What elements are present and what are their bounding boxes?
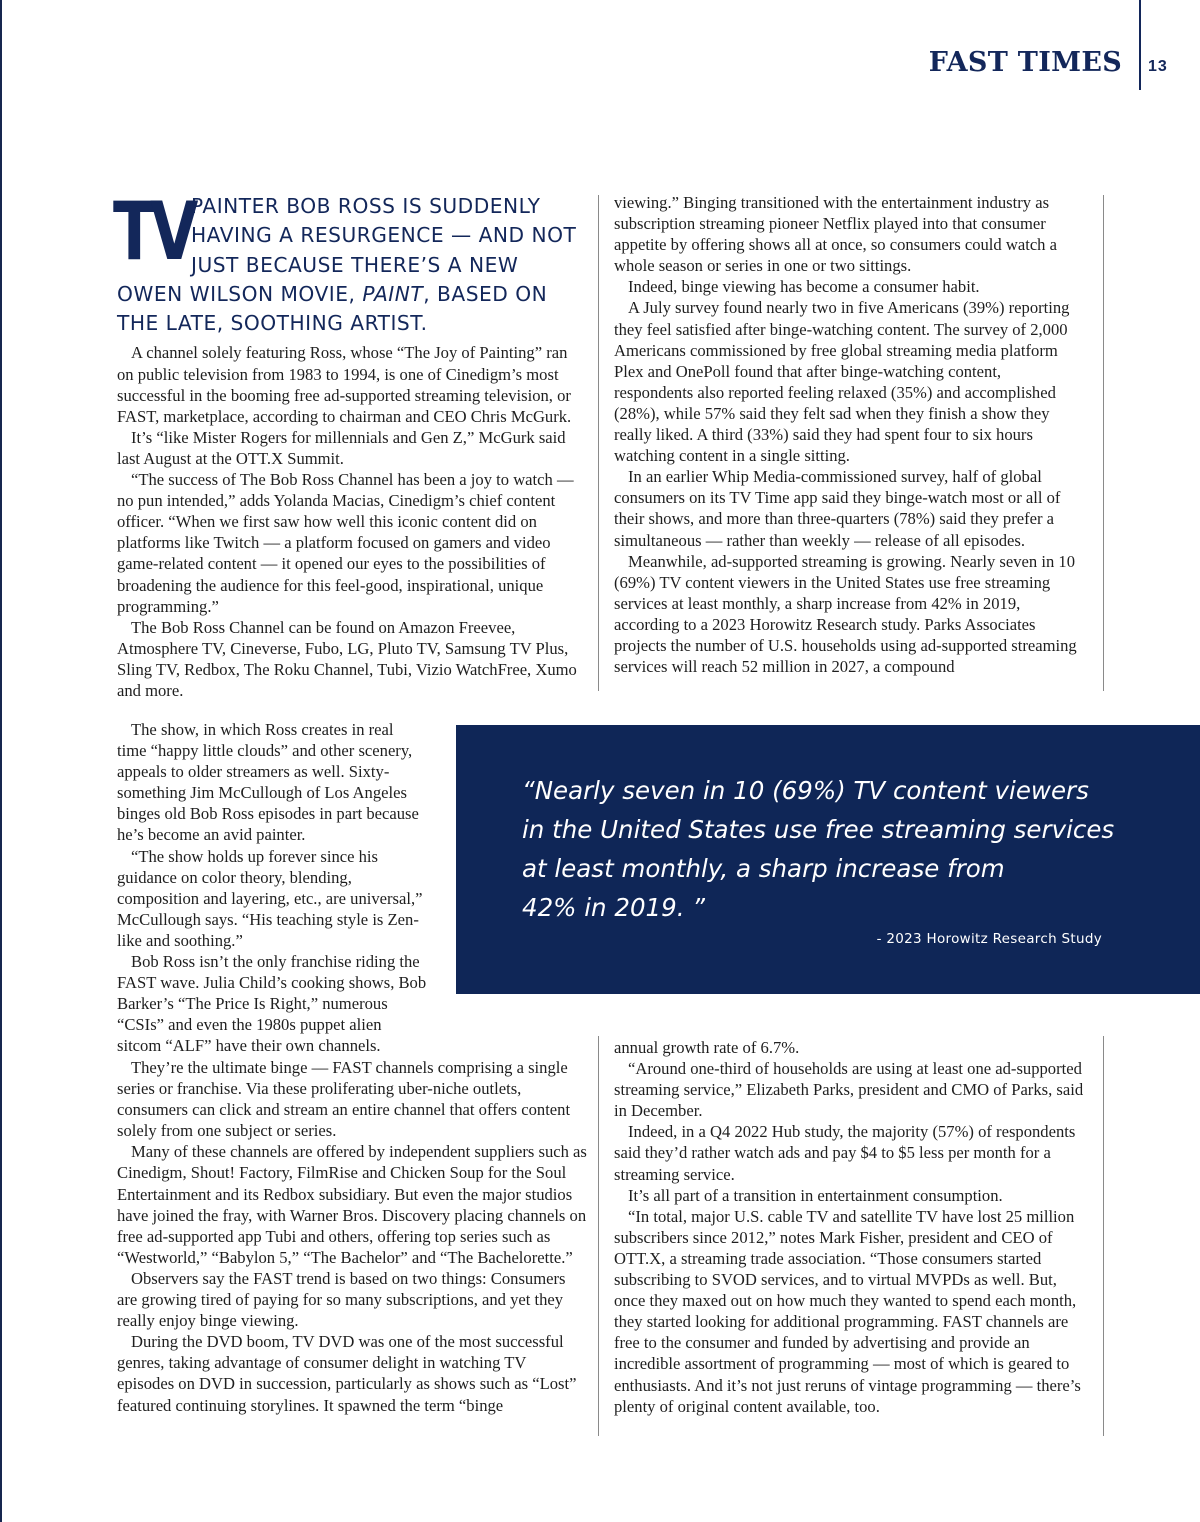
lede-text-start: PAINTER BOB ROSS IS SUDDENLY HAVING A RESURGENCE — AND NOT JUST BECAUSE THERE’S A NEW OWEN WILSON MOVIE, xyxy=(117,194,577,306)
paragraph: “The show holds up forever since his guidance on color theory, blending, composition and layering, etc., are universal,” McCullough says. “His teaching style is Zen-like and soothing.” xyxy=(117,846,423,950)
column-rule-top-right xyxy=(1103,195,1104,691)
paragraph: A channel solely featuring Ross, whose “The Joy of Painting” ran on public television from 1983 to 1994, is one of Cinedigm’s most successful in the booming free ad-supported streaming television, or FAST, marketplace, according to chairman and CEO Chris McGurk. xyxy=(117,343,572,426)
paragraph: Indeed, binge viewing has become a consumer habit. xyxy=(628,277,980,297)
paragraph: Observers say the FAST trend is based on two things: Consumers are growing tired of paying for so many subscriptions, and yet they really enjoy binge viewing. xyxy=(117,1268,566,1331)
paragraph: It’s all part of a transition in entertainment consumption. xyxy=(628,1185,1003,1205)
paragraph: “In total, major U.S. cable TV and satellite TV have lost 25 million subscribers since 2012,” notes Mark Fisher, president and CEO of OTT.X, a streaming trade association. “Those consumers started subscribing to SVOD services, and to virtual MVPDs as well. But, once they maxed out on how much they wanted to spend each month, they started looking for additional programming. FAST channels are free to the consumer and funded by advertising and provide an incredible assortment of programming — most of which is geared to enthusiasts. And it’s not just reruns of vintage programming — there’s plenty of original content available, too. xyxy=(614,1206,1081,1416)
paragraph: In an earlier Whip Media-commissioned survey, half of global consumers on its TV Time app said they binge-watch most or all of their shows, and more than three-quarters (78%) said they prefer a simultaneous — rather than weekly — release of all episodes. xyxy=(614,467,1061,550)
page-edge xyxy=(0,0,2,1522)
paragraph: Bob Ross isn’t the only franchise riding the FAST wave. Julia Child’s cooking shows, Bob Barker’s “The Price Is Right,” numerous “CSIs” and even the 1980s puppet alien sitcom “ALF” have their own channels. xyxy=(117,952,427,1056)
column-rule-bottom-left xyxy=(598,1036,599,1436)
paragraph: A July survey found nearly two in five Americans (39%) reporting they feel satisfied after binge-watching content. The survey of 2,000 Americans commissioned by free global streaming media platform Plex and OnePoll found that after binge-watching content, respondents also reported feeling relaxed (35%) and accomplished (28%), while 57% said they felt sad when they finish a show they really liked. A third (33%) said they had spent four to six hours watching content in a single sitting. xyxy=(614,298,1070,466)
drop-cap: TV xyxy=(113,185,193,278)
paragraph: They’re the ultimate binge — FAST channels comprising a single series or franchise. Via these proliferating uber-niche outlets, consumers can click and stream an entire channel that offers content solely from one subject or series. xyxy=(117,1058,571,1141)
paragraph: Many of these channels are offered by independent suppliers such as Cinedigm, Shout! Factory, FilmRise and Chicken Soup for the Soul Entertainment and its Redbox subsidiary. But even the major studios have joined the fray, with Warner Bros. Discovery placing channels on free ad-supported app Tubi and others, offering top series such as “Westworld,” “Babylon 5,” “The Bachelor” and “The Bachelorette.” xyxy=(117,1142,587,1267)
paragraph: The Bob Ross Channel can be found on Amazon Freevee, Atmosphere TV, Cineverse, Fubo, LG, Pluto TV, Samsung TV Plus, Sling TV, Redbox, The Roku Channel, Tubi, Vizio WatchFree, Xumo and more. xyxy=(117,617,577,700)
column-rule-top-left xyxy=(598,195,599,691)
paragraph: annual growth rate of 6.7%. xyxy=(614,1038,800,1057)
header-divider xyxy=(1139,0,1141,90)
paragraph: Meanwhile, ad-supported streaming is growing. Nearly seven in 10 (69%) TV content viewers in the United States use free streaming services at least monthly, a sharp increase from 42% in 2019, according to a 2023 Horowitz Research study. Parks Associates projects the number of U.S. households using ad-supported streaming services will reach 52 million in 2027, a compound xyxy=(614,551,1077,677)
page-number: 13 xyxy=(1148,58,1168,75)
paragraph: The show, in which Ross creates in real time “happy little clouds” and other scenery, appeals to older streamers as well. Sixty-something Jim McCullough of Los Angeles binges old Bob Ross episodes in part because he’s become an avid painter. xyxy=(117,720,419,845)
column-rule-bottom-right xyxy=(1103,1036,1104,1436)
running-header-title: FAST TIMES xyxy=(928,47,1122,78)
lede-movie-title: PAINT xyxy=(362,281,424,306)
pull-quote-citation: - 2023 Horowitz Research Study xyxy=(876,931,1102,947)
article-column-2-top xyxy=(614,192,1084,677)
paragraph: “Around one-third of households are using at least one ad-supported streaming service,” Elizabeth Parks, president and CMO of Parks, said in December. xyxy=(614,1059,1084,1121)
paragraph: viewing.” Binging transitioned with the entertainment industry as subscription streaming pioneer Netflix played into that consumer appetite by offering shows all at once, so consumers could watch a whole season or series in one or two sittings. xyxy=(614,193,1057,276)
paragraph: “The success of The Bob Ross Channel has been a joy to watch — no pun intended,” adds Yolanda Macias, Cinedigm’s chief content officer. “When we first saw how well this iconic content did on platforms like Twitch — a platform focused on gamers and video game-related content — it opened our eyes to the possibilities of broadening the audience for this feel-good, inspirational, unique programming.” xyxy=(117,470,574,616)
paragraph: Indeed, in a Q4 2022 Hub study, the majority (57%) of respondents said they’d rather watch ads and pay $4 to $5 less per month for a streaming service. xyxy=(614,1122,1076,1184)
pull-quote-box xyxy=(456,725,1200,994)
article-lede xyxy=(113,185,587,338)
pull-quote-text: “Nearly seven in 10 (69%) TV content viewers in the United States use free streaming services at least monthly, a sharp increase from 42% in 2019. ” xyxy=(522,776,1115,922)
article-column-1-top xyxy=(113,185,587,701)
lede-text-end: , BASED ON THE LATE, SOOTHING ARTIST. xyxy=(117,281,548,336)
article-column-2-bottom xyxy=(614,1037,1084,1417)
paragraph: During the DVD boom, TV DVD was one of the most successful genres, taking advantage of consumer delight in watching TV episodes on DVD in succession, particularly as shows such as “Lost” featured continuing storylines. It spawned the term “binge xyxy=(117,1332,577,1415)
article-column-1-bottom xyxy=(117,1057,587,1416)
article-column-1-narrow xyxy=(117,719,427,1057)
paragraph: It’s “like Mister Rogers for millennials and Gen Z,” McGurk said last August at the OTT.X Summit. xyxy=(117,427,566,468)
